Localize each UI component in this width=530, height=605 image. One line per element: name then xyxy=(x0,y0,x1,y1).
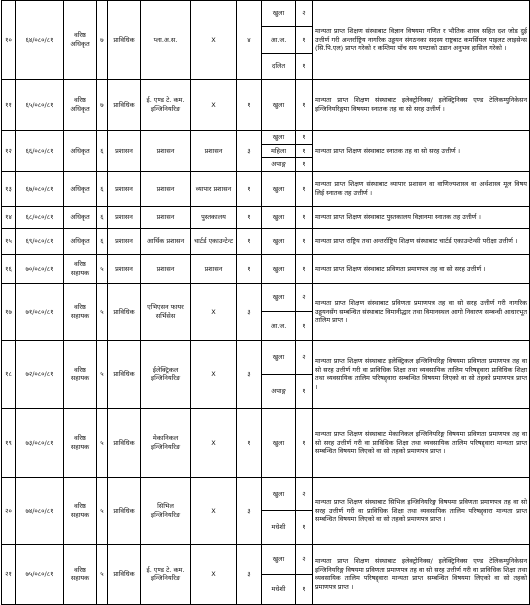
quota-number: १ xyxy=(296,374,313,408)
serial-number: ११ xyxy=(2,79,16,130)
quota-number: १ xyxy=(296,312,313,341)
level: ६ xyxy=(97,171,108,206)
group-name: सिभिल इन्जिनियरिङ xyxy=(141,477,191,544)
quota-type: खुला xyxy=(262,171,296,206)
quota-number: १ xyxy=(296,206,313,228)
table-row xyxy=(2,171,530,206)
post-name: वरिष्ठ सहायक xyxy=(64,254,97,283)
vacancy-count: १ xyxy=(237,206,262,228)
qualification-text: मान्यता प्राप्त शिक्षण संस्थाबाट इलेक्ट्रिकल इन्जिनियरिङ्ग विषयमा प्रविणता प्रमाणपत्र तह वा सो सरह उत्तीर्ण गरी वा प्राविधिक शिक्षा तथा व्यवसायिक तालिम परिषद्द्वारा प्राविधिक शिक्षा तथा व्यवसायिक तालिम परिषद्द्वारा सम्बन्धित विषयमा लिएको वा सो तहको प्रमाणपत्र प्राप्त । xyxy=(313,340,530,408)
serial-number: १० xyxy=(2,1,16,80)
serial-number: १३ xyxy=(2,171,16,206)
quota-type: खुला xyxy=(262,283,296,312)
vacancy-count: ३ xyxy=(237,544,262,604)
quota-type: अपाङ्ग xyxy=(262,374,296,408)
quota-type: खुला xyxy=(262,130,296,144)
serial-number: २१ xyxy=(2,544,16,604)
quota-number: १ xyxy=(296,408,313,477)
group-name: मेकानिकल इन्जिनियरिङ xyxy=(141,408,191,477)
advertisement-code: ७२/०८०/८१ xyxy=(16,340,64,408)
group-name: ई. एण्ड टे. कम. इन्जिनियरिङ xyxy=(141,544,191,604)
service-name: प्राविधिक xyxy=(108,340,141,408)
qualification-text: मान्यता प्राप्त शिक्षण संस्थाबाट विज्ञान विषयमा गणित र भौतिक शास्त्र सहित दश जोड दुई उत्तीर्ण गरी अन्तर्राष्ट्रिय नागरिक उड्डयन संगठनका सदस्य राष्ट्रबाट कमर्सियल पाइलट लाइसेन्स (सि.पि.एल) प्राप्त गरेको र कम्तिमा पाँच सय घण्टाको उडान अनुभव हासिल गरेको । xyxy=(313,1,530,80)
vacancy-count: ३ xyxy=(237,130,262,171)
post-name: वरिष्ठ अधिकृत xyxy=(64,79,97,130)
quota-number: २ xyxy=(296,283,313,312)
service-name: प्रशासन xyxy=(108,254,141,283)
level: ५ xyxy=(97,408,108,477)
level: ५ xyxy=(97,477,108,544)
quota-number: १ xyxy=(296,130,313,144)
quota-type: महिला xyxy=(262,144,296,158)
serial-number: १९ xyxy=(2,408,16,477)
quota-type: खुला xyxy=(262,544,296,574)
quota-type: खुला xyxy=(262,206,296,228)
table-row xyxy=(2,228,530,254)
service-name: प्रशासन xyxy=(108,206,141,228)
post-name: वरिष्ठ सहायक xyxy=(64,477,97,544)
quota-type: आ.ज. xyxy=(262,312,296,341)
qualification-text: मान्यता प्राप्त शिक्षण संस्थाबाट प्रविणता प्रमाणपत्र तह वा सो सरह उत्तीर्ण । xyxy=(313,254,530,283)
advertisement-code: ७५/०८०/८१ xyxy=(16,544,64,604)
quota-number: १ xyxy=(296,79,313,130)
group-name: प्रशासन xyxy=(141,254,191,283)
serial-number: १५ xyxy=(2,228,16,254)
level: ५ xyxy=(97,340,108,408)
post-name: वरिष्ठ सहायक xyxy=(64,544,97,604)
advertisement-code: ७३/०८०/८१ xyxy=(16,408,64,477)
service-name: प्राविधिक xyxy=(108,408,141,477)
subgroup-name: प्रशासन xyxy=(191,254,237,283)
qualification-text: मान्यता प्राप्त शिक्षण संस्थाबाट इलेक्ट्रोनिक्स/ इलेक्ट्रिनिक्स एण्ड टेलिकम्युनिकेसन इन्जिनियरिङ्गमा विषयमा स्नातक तह वा सो सरह उत्तीर्ण । xyxy=(313,79,530,130)
vacancy-count: ३ xyxy=(237,283,262,340)
quota-type: खुला xyxy=(262,254,296,283)
table-body xyxy=(2,1,530,605)
quota-number: १ xyxy=(296,171,313,206)
quota-number: २ xyxy=(296,477,313,511)
group-name: ई. एण्ड टे. कम. इन्जिनियरिङ xyxy=(141,79,191,130)
table-row xyxy=(2,408,530,477)
advertisement-code: ६६/०८०/८१ xyxy=(16,130,64,171)
subgroup-name: प्रशासन xyxy=(191,130,237,171)
subgroup-name: चार्टर्ड एकाउन्टेन्ट xyxy=(191,228,237,254)
quota-type: खुला xyxy=(262,1,296,27)
quota-type: खुला xyxy=(262,477,296,511)
subgroup-name: पुस्तकालय xyxy=(191,206,237,228)
subgroup-name: X xyxy=(191,283,237,340)
subgroup-name: X xyxy=(191,544,237,604)
quota-type: खुला xyxy=(262,340,296,374)
table-row xyxy=(2,477,530,511)
level: ५ xyxy=(97,254,108,283)
table-row xyxy=(2,544,530,574)
table-row xyxy=(2,283,530,312)
level: ५ xyxy=(97,544,108,604)
quota-type: अपाङ्ग xyxy=(262,158,296,172)
serial-number: १२ xyxy=(2,130,16,171)
subgroup-name: X xyxy=(191,79,237,130)
service-name: प्राविधिक xyxy=(108,283,141,340)
serial-number: १८ xyxy=(2,340,16,408)
advertisement-code: ७०/०८०/८१ xyxy=(16,254,64,283)
vacancy-count: १ xyxy=(237,228,262,254)
vacancy-count: ४ xyxy=(237,1,262,80)
service-name: प्राविधिक xyxy=(108,1,141,80)
quota-number: १ xyxy=(296,254,313,283)
quota-type: खुला xyxy=(262,228,296,254)
quota-number: २ xyxy=(296,544,313,574)
quota-type: खुला xyxy=(262,408,296,477)
service-name: प्राविधिक xyxy=(108,79,141,130)
quota-number: १ xyxy=(296,228,313,254)
vacancy-table xyxy=(1,0,530,605)
quota-number: १ xyxy=(296,574,313,604)
level: ६ xyxy=(97,206,108,228)
advertisement-code: ६७/०८०/८१ xyxy=(16,171,64,206)
table-row xyxy=(2,130,530,144)
serial-number: १७ xyxy=(2,283,16,340)
group-name: एभिएसन फायर सर्भिसेस xyxy=(141,283,191,340)
post-name: अधिकृत xyxy=(64,171,97,206)
quota-number: १ xyxy=(296,53,313,79)
level: ७ xyxy=(97,79,108,130)
qualification-text: मान्यता प्राप्त राष्ट्रिय तथा अन्तर्राष्ट्रिय शिक्षण संस्थाबाट चार्टर्ड एकाउन्टेन्सी परीक्षा उत्तीर्ण । xyxy=(313,228,530,254)
service-name: प्राविधिक xyxy=(108,544,141,604)
quota-number: १ xyxy=(296,27,313,53)
advertisement-code: ६८/०८०/८१ xyxy=(16,206,64,228)
quota-number: २ xyxy=(296,1,313,27)
serial-number: २० xyxy=(2,477,16,544)
level: ६ xyxy=(97,130,108,171)
quota-number: १ xyxy=(296,158,313,172)
post-name: अधिकृत xyxy=(64,130,97,171)
vacancy-count: १ xyxy=(237,79,262,130)
service-name: प्रशासन xyxy=(108,171,141,206)
quota-type: दलित xyxy=(262,53,296,79)
advertisement-code: ७४/०८०/८१ xyxy=(16,477,64,544)
table-row xyxy=(2,340,530,374)
service-name: प्रशासन xyxy=(108,228,141,254)
quota-type: आ.ज. xyxy=(262,27,296,53)
subgroup-name: X xyxy=(191,1,237,80)
serial-number: १६ xyxy=(2,254,16,283)
vacancy-count: १ xyxy=(237,171,262,206)
group-name: ईलेक्ट्रिकल इन्जिनियरिङ xyxy=(141,340,191,408)
vacancy-count: १ xyxy=(237,254,262,283)
qualification-text: मान्यता प्राप्त शिक्षण संस्थाबाट स्नातक तह वा सो सरह उत्तीर्ण । xyxy=(313,130,530,171)
group-name: प्रशासन xyxy=(141,206,191,228)
post-name: वरिष्ठ सहायक xyxy=(64,283,97,340)
table-row xyxy=(2,79,530,130)
qualification-text: मान्यता प्राप्त शिक्षण संस्थाबाट मेकानिकल इन्जिनियरिङ्ग विषयमा प्रविणता प्रमाणपत्र तह वा सो सरह उत्तीर्ण गरी वा प्राविधिक शिक्षा तथा व्यवसायिक तालिम परिषद्द्वारा मान्यता प्राप्त सम्बन्धित विषयमा लिएको वा सो तहको प्रमाणपत्र प्राप्त । xyxy=(313,408,530,477)
qualification-text: मान्यता प्राप्त शिक्षण संस्थाबाट प्रविणता प्रमाणपत्र तह वा सो सरह उत्तीर्ण गरी नागरिक उड्डयनसँग सम्बन्धित संस्थाबाट विमानीद्धार तथा विमानस्थल आगो निवारण सम्बन्धी आधारभूत तालिम प्राप्त । xyxy=(313,283,530,340)
quota-number: २ xyxy=(296,340,313,374)
serial-number: १४ xyxy=(2,206,16,228)
subgroup-name: X xyxy=(191,408,237,477)
group-name: प्ला.अ.स. xyxy=(141,1,191,80)
advertisement-code: ६४/०८०/८१ xyxy=(16,1,64,80)
table-row xyxy=(2,206,530,228)
advertisement-code: ६९/०८०/८१ xyxy=(16,228,64,254)
table-row xyxy=(2,254,530,283)
post-name: अधिकृत xyxy=(64,228,97,254)
subgroup-name: व्यापार प्रशासन xyxy=(191,171,237,206)
subgroup-name: X xyxy=(191,477,237,544)
service-name: प्राविधिक xyxy=(108,477,141,544)
qualification-text: मान्यता प्राप्त शिक्षण संस्थाबाट सिभिल इन्जिनियरिङ्ग विषयमा प्रविणता प्रमाणपत्र तह वा सो सरह उत्तीर्ण गरी वा प्राविधिक शिक्षा तथा व्यवसायिक तालिम परिषद्द्वारा मान्यता प्राप्त सम्बन्धित विषयमा लिएको वा सो तहको प्रमाणपत्र प्राप्त । xyxy=(313,477,530,544)
quota-number: १ xyxy=(296,144,313,158)
table-row xyxy=(2,1,530,27)
group-name: प्रशासन xyxy=(141,171,191,206)
vacancy-count: ३ xyxy=(237,340,262,408)
level: ५ xyxy=(97,283,108,340)
quota-type: मधेशी xyxy=(262,511,296,545)
level: ६ xyxy=(97,228,108,254)
subgroup-name: X xyxy=(191,340,237,408)
post-name: अधिकृत xyxy=(64,206,97,228)
group-name: आर्थिक प्रशासन xyxy=(141,228,191,254)
qualification-text: मान्यता प्राप्त शिक्षण संस्थाबाट व्यापार प्रशासन वा वाणिज्यशास्त्र वा अर्थशास्त्र मूल विषय लिई स्नातक तह उत्तीर्ण । xyxy=(313,171,530,206)
advertisement-code: ६५/०८०/८१ xyxy=(16,79,64,130)
vacancy-count: ३ xyxy=(237,477,262,544)
vacancy-count: १ xyxy=(237,408,262,477)
quota-number: १ xyxy=(296,511,313,545)
service-name: प्रशासन xyxy=(108,130,141,171)
post-name: वरिष्ठ अधिकृत xyxy=(64,1,97,80)
advertisement-code: ७१/०८०/८१ xyxy=(16,283,64,340)
group-name: प्रशासन xyxy=(141,130,191,171)
post-name: वरिष्ठ सहायक xyxy=(64,408,97,477)
post-name: वरिष्ठ सहायक xyxy=(64,340,97,408)
quota-type: मधेशी xyxy=(262,574,296,604)
qualification-text: मान्यता प्राप्त शिक्षण संस्थाबाट इलेक्ट्रोनिक्स/ इलेक्ट्रिनिक्स एण्ड टेलिकम्युनिकेसन इन्जिनियरिङ्ग विषयमा प्रविणता प्रमाणपत्र तह वा सो सरह उत्तीर्ण गरी वा प्राविधिक शिक्षा तथा व्यवसायिक तालिम परिषद्द्वारा मान्यता प्राप्त सम्बन्धित विषयमा लिएको वा सो तहको प्रमाणपत्र प्राप्त । xyxy=(313,544,530,604)
level: ७ xyxy=(97,1,108,80)
quota-type: खुला xyxy=(262,79,296,130)
qualification-text: मान्यता प्राप्त शिक्षण संस्थाबाट पुस्तकालय विज्ञानमा स्नातक तह उत्तीर्ण । xyxy=(313,206,530,228)
